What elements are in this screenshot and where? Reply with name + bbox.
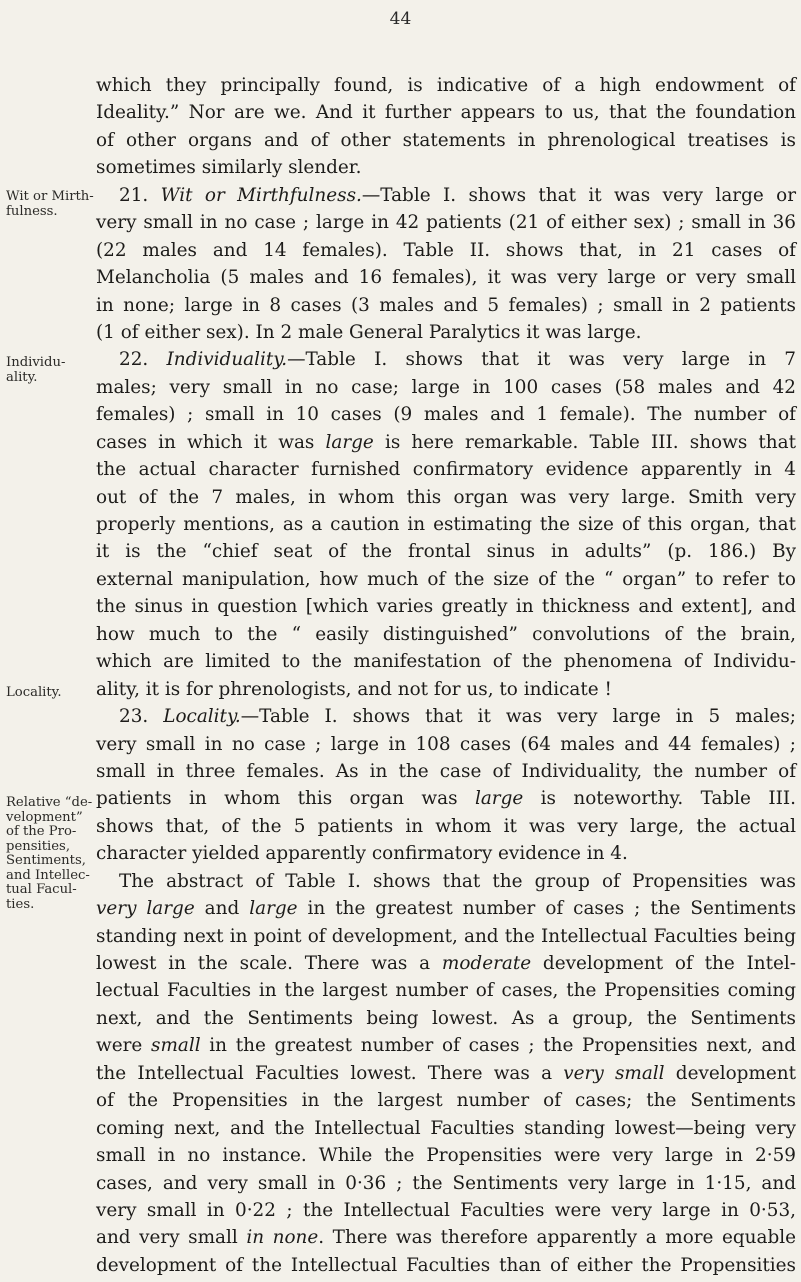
text-segment: patients in whom this organ was: [96, 788, 475, 810]
text-line: [96, 923, 796, 950]
text-segment: very small in no case ; large in 108 cases (64 males and 44 females) ;: [96, 733, 796, 755]
text-segment: ality, it is for phrenologists, and not for us, to indicate !: [96, 678, 612, 700]
text-line: [96, 99, 796, 126]
text-segment: of other organs and of other statements in phrenological treatises is: [96, 129, 796, 151]
margin-note-line: fulness.: [6, 203, 58, 219]
text-line: [96, 1224, 796, 1251]
text-line: [96, 1252, 796, 1279]
text-segment: cases, and very small in 0·36 ; the Sentiments very large in 1·15, and: [96, 1172, 796, 1194]
text-line: [96, 785, 796, 812]
margin-note-line: tual Facul-: [6, 882, 77, 897]
text-line: [96, 593, 796, 620]
text-line: [96, 840, 796, 867]
text-line: [96, 977, 796, 1004]
italic-text: very small: [563, 1062, 665, 1084]
margin-note-line: velopment”: [6, 809, 83, 825]
italic-text: in none: [246, 1227, 319, 1249]
text-segment: properly mentions, as a caution in estimating the size of this organ, that: [96, 514, 796, 535]
text-segment: lectual Faculties in the largest number of cases, the Propensities coming: [96, 980, 796, 1002]
margin-note-line: ality.: [6, 369, 38, 385]
text-segment: is here remarkable. Table III. shows that: [373, 431, 796, 453]
text-segment: —Table I. shows that it was very large or: [361, 184, 796, 206]
text-segment: is noteworthy. Table III.: [523, 788, 796, 810]
margin-note-line: of the Pro-: [6, 824, 77, 839]
text-segment: Melancholia (5 males and 16 females), it was very large or very small: [96, 267, 796, 289]
margin-note-line: Sentiments,: [6, 853, 86, 868]
text-segment: and very small: [96, 1227, 247, 1249]
italic-text: Wit or Mirthfulness.: [160, 184, 362, 206]
text-line: [96, 1142, 796, 1169]
text-segment: the sinus in question [which varies greatly in thickness and extent], and: [96, 596, 796, 618]
text-segment: the Intellectual Faculties lowest. There was a: [96, 1062, 564, 1084]
text-line: [96, 209, 796, 236]
text-segment: very small in no case ; large in 42 patients (21 of either sex) ; small in 36: [96, 212, 796, 234]
italic-text: large: [249, 898, 298, 920]
text-line: [96, 237, 796, 264]
text-segment: in none; large in 8 cases (3 males and 5 females) ; small in 2 patients: [96, 294, 796, 316]
margin-note-line: Locality.: [6, 685, 62, 700]
page-number: 44: [389, 9, 412, 29]
margin-note-locality: [6, 686, 92, 701]
text-segment: 22.: [119, 349, 167, 371]
text-line: [96, 401, 796, 428]
text-segment: out of the 7 males, in whom this organ was very large. Smith very: [96, 486, 796, 508]
text-segment: how much to the “ easily distinguished” convolutions of the brain,: [96, 623, 796, 645]
text-line: [96, 950, 796, 977]
text-line: [96, 292, 796, 319]
text-segment: The abstract of Table I. shows that the group of Propensities was: [119, 870, 796, 892]
italic-text: very large: [96, 898, 195, 920]
margin-note-line: ties.: [6, 896, 35, 912]
text-line: [96, 648, 796, 675]
text-segment: were: [96, 1035, 151, 1057]
text-line: [96, 346, 796, 373]
margin-note-line: Relative “de-: [6, 795, 93, 810]
text-segment: Ideality.” Nor are we. And it further appears to us, that the foundation: [96, 102, 796, 124]
text-line: [96, 429, 796, 456]
text-segment: in the greatest number of cases ; the Propensities next, and: [200, 1035, 796, 1057]
italic-text: large: [325, 431, 374, 453]
text-line: [96, 511, 796, 538]
text-segment: 21.: [119, 184, 161, 206]
margin-note-line: pensities,: [6, 838, 71, 854]
margin-note-line: and Intellec-: [6, 867, 90, 883]
text-line: [96, 264, 796, 291]
text-line: [96, 1115, 796, 1142]
text-segment: and: [194, 898, 250, 920]
text-segment: development of the Intellectual Faculties than of either the Propensities: [96, 1254, 796, 1276]
text-line: [96, 1032, 796, 1059]
text-line: [96, 621, 796, 648]
text-segment: development of the Intel-: [531, 953, 796, 974]
text-segment: development: [664, 1062, 797, 1084]
text-line: [96, 1005, 796, 1032]
italic-text: moderate: [441, 953, 532, 974]
text-segment: next, and the Sentiments being lowest. As a group, the Sentiments: [96, 1007, 796, 1029]
text-line: [96, 319, 796, 346]
text-line: [96, 72, 796, 99]
text-line: [96, 895, 796, 922]
text-line: [96, 456, 796, 483]
text-segment: character yielded apparently confirmatory evidence in 4.: [96, 843, 628, 865]
text-line: [96, 703, 796, 730]
text-segment: —Table I. shows that it was very large in 7: [287, 349, 796, 371]
margin-note-individuality: [6, 356, 92, 385]
text-segment: which they principally found, is indicative of a high endowment of: [96, 75, 796, 96]
text-line: [96, 127, 796, 154]
italic-text: Individuality.: [166, 349, 288, 371]
text-segment: (22 males and 14 females). Table II. shows that, in 21 cases of: [96, 239, 796, 261]
text-segment: females) ; small in 10 cases (9 males and 1 female). The number of: [96, 404, 796, 426]
text-segment: coming next, and the Intellectual Faculties standing lowest—being very: [96, 1117, 796, 1139]
text-line: [96, 1060, 796, 1087]
text-segment: standing next in point of development, and the Intellectual Faculties being: [96, 925, 796, 947]
body-text: [96, 72, 796, 1279]
text-segment: (1 of either sex). In 2 male General Paralytics it was large.: [96, 321, 642, 343]
italic-text: Locality.: [163, 706, 241, 728]
text-line: [96, 154, 796, 181]
margin-note-wit-or-mirthfulness: [6, 190, 92, 219]
text-line: [96, 731, 796, 758]
text-segment: very small in 0·22 ; the Intellectual Faculties were very large in 0·53,: [96, 1199, 796, 1221]
italic-text: large: [474, 788, 524, 810]
text-segment: in the greatest number of cases ; the Sentiments: [297, 898, 797, 920]
margin-note-relative-development: [6, 796, 92, 912]
text-line: [96, 1197, 796, 1224]
text-segment: males; very small in no case; large in 100 cases (58 males and 42: [96, 376, 796, 398]
text-segment: the actual character furnished confirmatory evidence apparently in 4: [96, 459, 796, 481]
text-segment: 23.: [119, 706, 164, 728]
text-segment: lowest in the scale. There was a: [96, 953, 442, 974]
text-line: [96, 182, 796, 209]
margin-note-line: Wit or Mirth-: [6, 189, 94, 204]
italic-text: small: [151, 1035, 201, 1057]
text-segment: —Table I. shows that it was very large in 5 males;: [240, 706, 796, 728]
text-line: [96, 1170, 796, 1197]
text-segment: small in no instance. While the Propensities were very large in 2·59: [96, 1145, 796, 1167]
text-line: [96, 566, 796, 593]
text-segment: . There was therefore apparently a more equable: [318, 1227, 797, 1249]
text-line: [96, 676, 796, 703]
text-segment: which are limited to the manifestation of the phenomena of Individu-: [96, 651, 796, 673]
text-line: [96, 758, 796, 785]
text-segment: it is the “chief seat of the frontal sinus in adults” (p. 186.) By: [96, 541, 796, 563]
text-segment: sometimes similarly slender.: [96, 157, 362, 179]
text-line: [96, 484, 796, 511]
margin-note-line: Individu-: [6, 355, 66, 370]
text-line: [96, 374, 796, 401]
text-segment: cases in which it was: [96, 431, 326, 453]
text-line: [96, 868, 796, 895]
text-segment: small in three females. As in the case of Individuality, the number of: [96, 760, 796, 782]
text-line: [96, 813, 796, 840]
text-segment: external manipulation, how much of the size of the “ organ” to refer to: [96, 568, 796, 590]
text-line: [96, 538, 796, 565]
text-segment: of the Propensities in the largest number of cases; the Sentiments: [96, 1090, 796, 1112]
text-segment: shows that, of the 5 patients in whom it was very large, the actual: [96, 815, 796, 837]
text-line: [96, 1087, 796, 1114]
